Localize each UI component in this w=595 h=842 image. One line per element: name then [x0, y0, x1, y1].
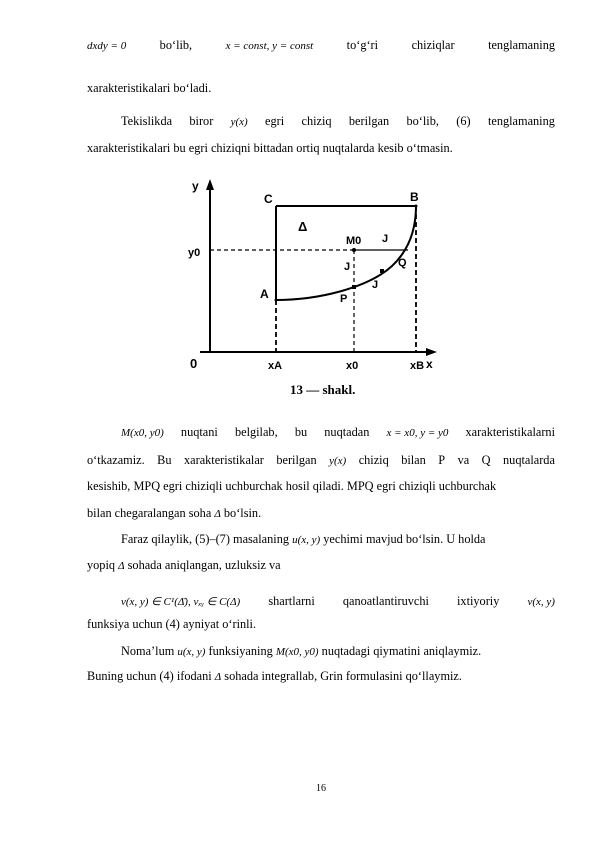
word: ixtiyoriy — [457, 594, 500, 608]
text-line-6 — [87, 452, 555, 469]
text-line-11 — [121, 593, 555, 610]
formula-v-conditions: v(x, y) ∈ C¹(Δ̄), vₓᵧ ∈ C(Δ) — [121, 596, 241, 608]
word: belgilab, — [234, 425, 278, 439]
text-line-10 — [87, 557, 555, 574]
formula-M-x0-y0: M(x0, y0) — [275, 646, 319, 658]
figure-diagram — [178, 176, 438, 402]
word: shartlarni — [268, 594, 315, 608]
word: bo‘lsin. — [223, 506, 262, 520]
text-line-2: xarakteristikalari bo‘ladi. — [87, 81, 212, 95]
word: tenglamaning — [487, 114, 555, 128]
formula-delta: Δ — [118, 560, 125, 572]
word: va — [457, 453, 470, 467]
label-B: B — [410, 190, 419, 204]
word: xarakteristikalarni — [465, 425, 555, 439]
formula-v-x-y: v(x, y) — [527, 596, 555, 608]
label-x0: x0 — [346, 360, 359, 372]
word: Faraz qilaylik, (5)–(7) masalaning — [121, 532, 290, 546]
word: berilgan — [276, 453, 317, 467]
word: Buning uchun (4) ifodani — [87, 669, 212, 683]
word: P — [438, 453, 446, 467]
word: Noma’lum — [121, 644, 175, 658]
page-number: 16 — [316, 783, 326, 794]
label-J3: J — [372, 279, 379, 291]
figure-13 — [178, 176, 438, 402]
word: chiziqlar — [411, 38, 455, 52]
word: nuqtadan — [324, 425, 370, 439]
formula-u-x-y: u(x, y) — [292, 534, 321, 546]
word: bo‘lib, — [159, 38, 193, 52]
formula-y-of-x: y(x) — [230, 116, 248, 128]
label-xA: xA — [268, 360, 283, 372]
text-line-8 — [87, 505, 555, 522]
word: o‘tkazamiz. — [87, 453, 145, 467]
text-line-9 — [121, 531, 555, 548]
word: bu — [294, 425, 308, 439]
label-J2: J — [344, 261, 351, 273]
y-axis-arrow — [206, 179, 214, 190]
word: Q — [481, 453, 491, 467]
word: Bu — [157, 453, 172, 467]
text-line-5 — [121, 424, 555, 441]
label-Delta: Δ — [298, 219, 308, 234]
x-axis-arrow — [426, 348, 437, 356]
formula-delta: Δ — [214, 671, 222, 683]
word: to‘g‘ri — [346, 38, 379, 52]
curve-AB — [276, 206, 416, 300]
label-P: P — [340, 293, 348, 305]
label-Q: Q — [398, 257, 407, 269]
word: sohada integrallab, Grin formulasini qo‘llaymiz. — [224, 669, 462, 683]
word: biror — [189, 114, 214, 128]
label-A: A — [260, 287, 269, 301]
label-C: C — [264, 192, 273, 206]
point-B — [415, 205, 418, 208]
point-Q — [380, 269, 384, 273]
word: bilan — [401, 453, 426, 467]
word: tenglamaning — [488, 38, 555, 52]
formula-u-x-y: u(x, y) — [177, 646, 206, 658]
word: nuqtani — [180, 425, 218, 439]
label-x: x — [426, 357, 433, 371]
text-line-1 — [87, 37, 555, 54]
word: chiziq — [301, 114, 332, 128]
figure-caption: 13 — shakl. — [290, 382, 356, 397]
point-P — [352, 285, 356, 289]
text-line-7: kesishib, MPQ egri chiziqli uchburchak hosil qiladi. MPQ egri chiziqli uchburchak — [87, 479, 497, 493]
label-y: y — [192, 179, 199, 193]
word: funksiyaning — [208, 644, 273, 658]
formula-y-of-x: y(x) — [329, 455, 347, 467]
formula-x-const-y-const: x = const, y = const — [225, 40, 314, 52]
text-line-12: funksiya uchun (4) ayniyat o‘rinli. — [87, 617, 257, 631]
text-line-3 — [121, 113, 555, 130]
word: chiziq — [358, 453, 389, 467]
formula-dxdy: dxdy = 0 — [87, 40, 127, 52]
word: yechimi mavjud bo‘lsin. U holda — [323, 532, 486, 546]
word: bo‘lib, — [406, 114, 439, 128]
label-M0: M0 — [346, 235, 362, 247]
formula-delta: Δ — [214, 508, 221, 520]
text-line-4: xarakteristikalari bu egri chiziqni bittadan ortiq nuqtalarda kesib o‘tmasin. — [87, 141, 453, 155]
word: yopiq — [87, 558, 116, 572]
label-y0: y0 — [188, 247, 201, 259]
point-M0 — [352, 248, 356, 252]
formula-M-x0-y0: M(x0, y0) — [121, 427, 164, 439]
formula-x-x0-y-y0: x = x0, y = y0 — [386, 427, 449, 439]
word: xarakteristikalar — [184, 453, 264, 467]
word: egri — [265, 114, 285, 128]
label-xB: xB — [410, 360, 425, 372]
word: (6) — [456, 114, 471, 128]
word: Tekislikda — [121, 114, 173, 128]
word: berilgan — [348, 114, 390, 128]
word: qanoatlantiruvchi — [342, 594, 429, 608]
text-line-14 — [87, 668, 555, 685]
text-line-13 — [121, 643, 555, 660]
word: bilan chegaralangan soha — [87, 506, 212, 520]
word: nuqtadagi qiymatini aniqlaymiz. — [321, 644, 482, 658]
word: sohada aniqlangan, uzluksiz va — [127, 558, 281, 572]
label-origin: 0 — [190, 356, 198, 371]
label-J1: J — [382, 233, 389, 245]
word: nuqtalarda — [503, 453, 555, 467]
point-A — [275, 299, 278, 302]
